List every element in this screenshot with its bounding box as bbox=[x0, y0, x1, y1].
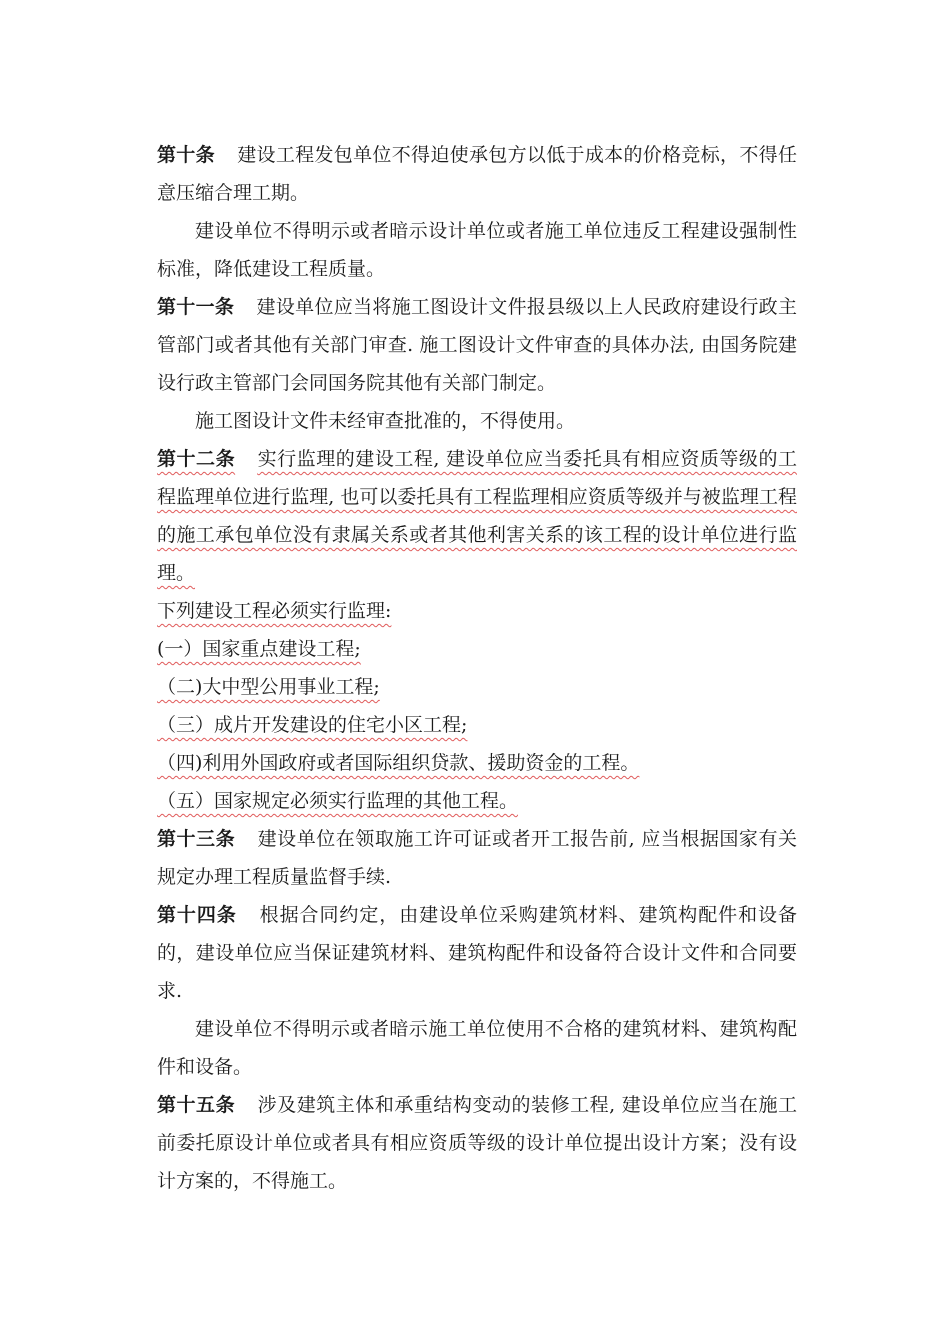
article-10-paragraph-2: 建设单位不得明示或者暗示设计单位或者施工单位违反工程建设强制性标准，降低建设工程质量。 bbox=[157, 220, 797, 280]
article-14-paragraph-2: 建设单位不得明示或者暗示施工单位使用不合格的建筑材料、建筑构配件和设备。 bbox=[157, 1018, 797, 1078]
article-14 bbox=[157, 896, 797, 1010]
article-13-heading: 第十三条 bbox=[157, 828, 236, 850]
list-item: （三）成片开发建设的住宅小区工程; bbox=[157, 714, 468, 736]
list-item: （二)大中型公用事业工程; bbox=[157, 676, 380, 698]
article-12-text: 实行监理的建设工程, 建设单位应当委托具有相应资质等级的工程监理单位进行监理, 也可以委托具有工程监理相应资质等级并与被监理工程的施工承包单位没有隶属关系或者其他利害关系的该工程的设计单位进行监理。 bbox=[157, 448, 797, 584]
article-13-text: 建设单位在领取施工许可证或者开工报告前, 应当根据国家有关规定办理工程质量监督手续. bbox=[157, 828, 797, 888]
article-14-heading: 第十四条 bbox=[157, 904, 237, 926]
list-item: (一）国家重点建设工程; bbox=[157, 638, 361, 660]
article-10-text: 建设工程发包单位不得迫使承包方以低于成本的价格竞标，不得任意压缩合理工期。 bbox=[157, 144, 797, 204]
article-14-text: 根据合同约定，由建设单位采购建筑材料、建筑构配件和设备的，建设单位应当保证建筑材料、建筑构配件和设备符合设计文件和合同要求. bbox=[157, 904, 797, 1002]
article-15-text: 涉及建筑主体和承重结构变动的装修工程, 建设单位应当在施工前委托原设计单位或者具有相应资质等级的设计单位提出设计方案；没有设计方案的，不得施工。 bbox=[157, 1094, 797, 1192]
article-12 bbox=[157, 440, 797, 592]
list-intro-text: 下列建设工程必须实行监理: bbox=[157, 600, 392, 622]
article-13 bbox=[157, 820, 797, 896]
list-item: （五）国家规定必须实行监理的其他工程。 bbox=[157, 790, 519, 812]
list-item: （四)利用外国政府或者国际组织贷款、援助资金的工程。 bbox=[157, 752, 640, 774]
article-11-heading: 第十一条 bbox=[157, 296, 235, 318]
document-body bbox=[157, 136, 797, 1200]
article-12-list-intro bbox=[157, 592, 797, 630]
article-11-text: 建设单位应当将施工图设计文件报县级以上人民政府建设行政主管部门或者其他有关部门审查. 施工图设计文件审查的具体办法, 由国务院建设行政主管部门会同国务院其他有关部门制定。 bbox=[157, 296, 797, 394]
article-12-heading: 第十二条 bbox=[157, 448, 236, 470]
article-15 bbox=[157, 1086, 797, 1200]
article-11-paragraph-2: 施工图设计文件未经审查批准的，不得使用。 bbox=[195, 410, 576, 432]
article-15-heading: 第十五条 bbox=[157, 1094, 236, 1116]
article-10-heading: 第十条 bbox=[157, 144, 215, 166]
article-10 bbox=[157, 136, 797, 212]
article-11 bbox=[157, 288, 797, 402]
